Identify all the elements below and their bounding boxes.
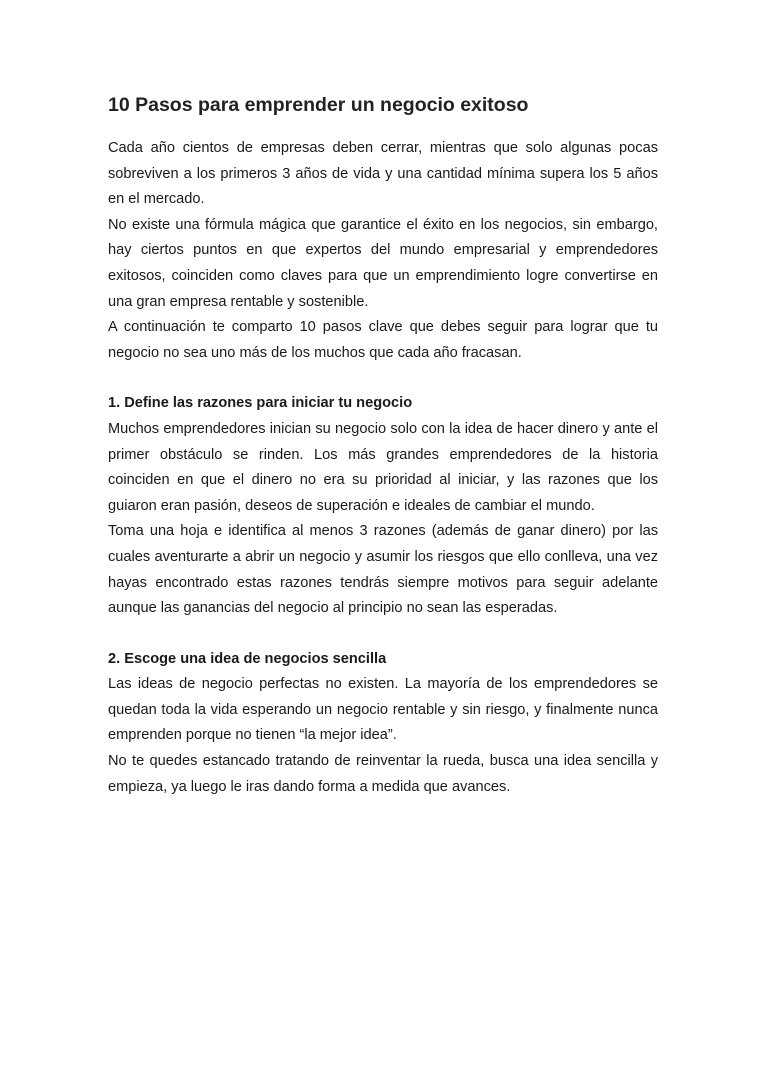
section-heading: 2. Escoge una idea de negocios sencilla	[108, 650, 387, 667]
section-paragraph: Las ideas de negocio perfectas no existen. La mayoría de los emprendedores se quedan toda la vida esperando un negocio rentable y sin riesgo, y finalmente nunca emprenden porque no tienen “la mejor idea”.	[108, 676, 658, 744]
section-1	[108, 391, 658, 621]
document-page	[108, 92, 658, 800]
section-paragraph: Toma una hoja e identifica al menos 3 razones (además de ganar dinero) por las cuales aventurarte a abrir un negocio y asumir los riesgos que ello conlleva, una vez hayas encontrado estas razones tendrás siempre motivos para seguir adelante aunque las ganancias del negocio al principio no sean las esperadas.	[108, 523, 658, 617]
section-2	[108, 647, 658, 801]
document-title: 10 Pasos para emprender un negocio exitoso	[108, 94, 529, 116]
section-paragraph: Muchos emprendedores inician su negocio solo con la idea de hacer dinero y ante el primer obstáculo se rinden. Los más grandes emprendedores de la historia coinciden en que el dinero no era su prioridad al iniciar, y las razones que los guiaron eran pasión, deseos de superación e ideales de cambiar el mundo.	[108, 420, 658, 514]
section-paragraph: No te quedes estancado tratando de reinventar la rueda, busca una idea sencilla y empieza, ya luego le iras dando forma a medida que avances.	[108, 753, 658, 795]
intro-paragraph: Cada año cientos de empresas deben cerrar, mientras que solo algunas pocas sobreviven a los primeros 3 años de vida y una cantidad mínima supera los 5 años en el mercado.	[108, 140, 658, 208]
intro-paragraph: No existe una fórmula mágica que garantice el éxito en los negocios, sin embargo, hay ciertos puntos en que expertos del mundo empresarial y emprendedores exitosos, coinciden como claves para que un emprendimiento logre convertirse en una gran empresa rentable y sostenible.	[108, 216, 658, 310]
intro-paragraph: A continuación te comparto 10 pasos clave que debes seguir para lograr que tu negocio no sea uno más de los muchos que cada año fracasan.	[108, 319, 658, 361]
section-heading: 1. Define las razones para iniciar tu negocio	[108, 395, 413, 412]
